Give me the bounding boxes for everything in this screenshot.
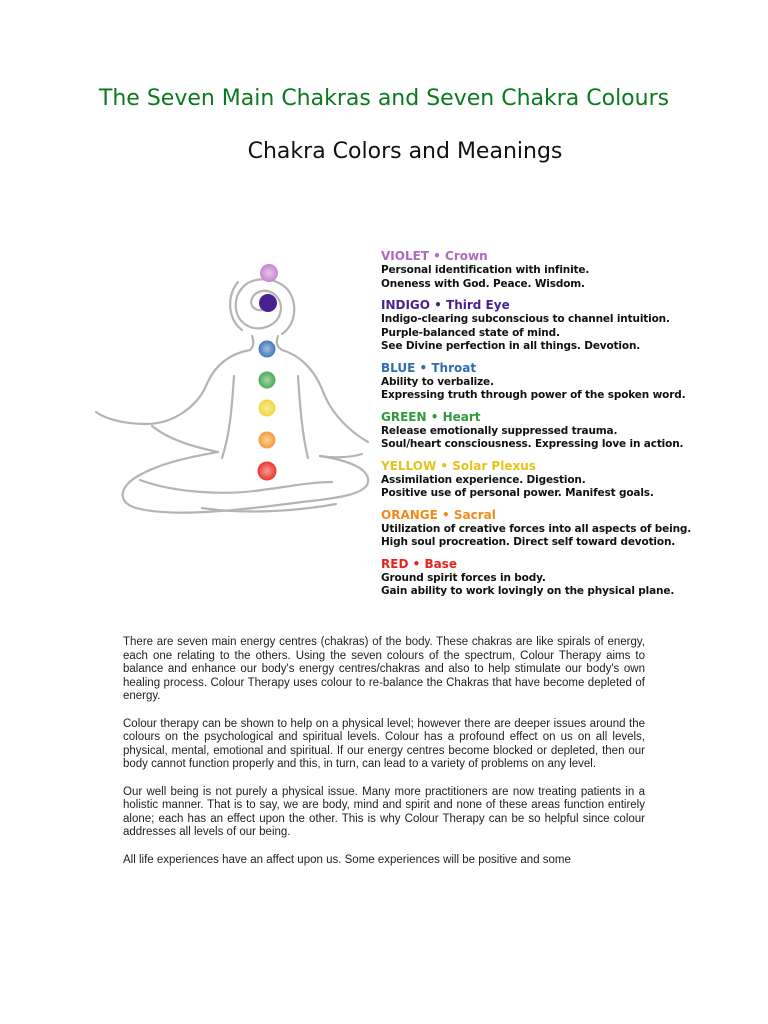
body-text bbox=[123, 636, 645, 881]
chakra-meaning: High soul procreation. Direct self toward devotion. bbox=[381, 536, 676, 548]
paragraph: There are seven main energy centres (chakras) of the body. These chakras are like spirals of energy, each one relating to the others. Using the seven colours of the spectrum, Colour Therapy aims to balance and enhance our body's energy centres/chakras and also to help stimulate our body's own healing process. Colour Therapy uses colour to re-balance the Chakras that have become depleted of energy. bbox=[123, 636, 645, 702]
paragraph: Our well being is not purely a physical issue. Many more practitioners are now treating patients in a holistic manner. That is to say, we are body, mind and spirit and none of these areas function entirely alone; each has an effect upon the other. This is why Colour Therapy can be so helpful since colour addresses all levels of our being. bbox=[123, 785, 645, 838]
chakra-meaning: Ground spirit forces in body. bbox=[381, 571, 546, 584]
chakra-meaning: Ability to verbalize. bbox=[381, 375, 494, 388]
chakra-indigo bbox=[381, 298, 761, 354]
chakra-heading: INDIGO • Third Eye bbox=[381, 298, 510, 312]
paragraph: All life experiences have an affect upon us. Some experiences will be positive and some bbox=[123, 853, 571, 866]
page-title: The Seven Main Chakras and Seven Chakra Colours bbox=[98, 86, 670, 111]
chakra-orange bbox=[381, 508, 761, 550]
chakra-meaning: Gain ability to work lovingly on the physical plane. bbox=[381, 585, 675, 597]
third-eye-orb bbox=[259, 294, 277, 312]
chakra-green bbox=[381, 410, 761, 452]
chakra-violet bbox=[381, 249, 761, 291]
chakra-meaning: Positive use of personal power. Manifest goals. bbox=[381, 487, 654, 499]
page-subtitle: Chakra Colors and Meanings bbox=[247, 139, 563, 164]
chakra-heading: ORANGE • Sacral bbox=[381, 507, 496, 522]
chakra-list bbox=[381, 249, 761, 606]
meditating-figure-illustration bbox=[92, 246, 372, 616]
paragraph: Colour therapy can be shown to help on a physical level; however there are deeper issues around the colours on the psychological and spiritual levels. Colour has a profound effect on us on all levels, physical, mental, emotional and spiritual. If our energy centres become blocked or depleted, then our body cannot function properly and this, in turn, can lead to a variety of problems on any level. bbox=[123, 717, 645, 770]
chakra-heading: BLUE • Throat bbox=[381, 360, 477, 375]
chakra-heading: GREEN • Heart bbox=[381, 409, 481, 424]
chakra-meaning: Release emotionally suppressed trauma. bbox=[381, 424, 618, 437]
chakra-heading: YELLOW • Solar Plexus bbox=[381, 458, 536, 473]
chakra-meaning: Assimilation experience. Digestion. bbox=[381, 473, 586, 486]
chakra-meaning: Purple-balanced state of mind. bbox=[381, 326, 560, 339]
chakra-blue bbox=[381, 361, 761, 403]
chakra-heading: VIOLET • Crown bbox=[381, 249, 488, 263]
chakra-meaning: Indigo-clearing subconscious to channel intuition. bbox=[381, 313, 670, 325]
chakra-meaning: Oneness with God. Peace. Wisdom. bbox=[381, 277, 585, 290]
chakra-meaning: See Divine perfection in all things. Devotion. bbox=[381, 340, 641, 352]
chakra-meaning: Expressing truth through power of the spoken word. bbox=[381, 389, 686, 401]
chakra-heading: RED • Base bbox=[381, 556, 457, 571]
chakra-meaning: Personal identification with infinite. bbox=[381, 264, 590, 276]
chakra-meaning: Utilization of creative forces into all aspects of being. bbox=[381, 522, 692, 535]
chakra-yellow bbox=[381, 459, 761, 501]
chakra-red bbox=[381, 557, 761, 599]
chakra-meaning: Soul/heart consciousness. Expressing love in action. bbox=[381, 438, 684, 450]
